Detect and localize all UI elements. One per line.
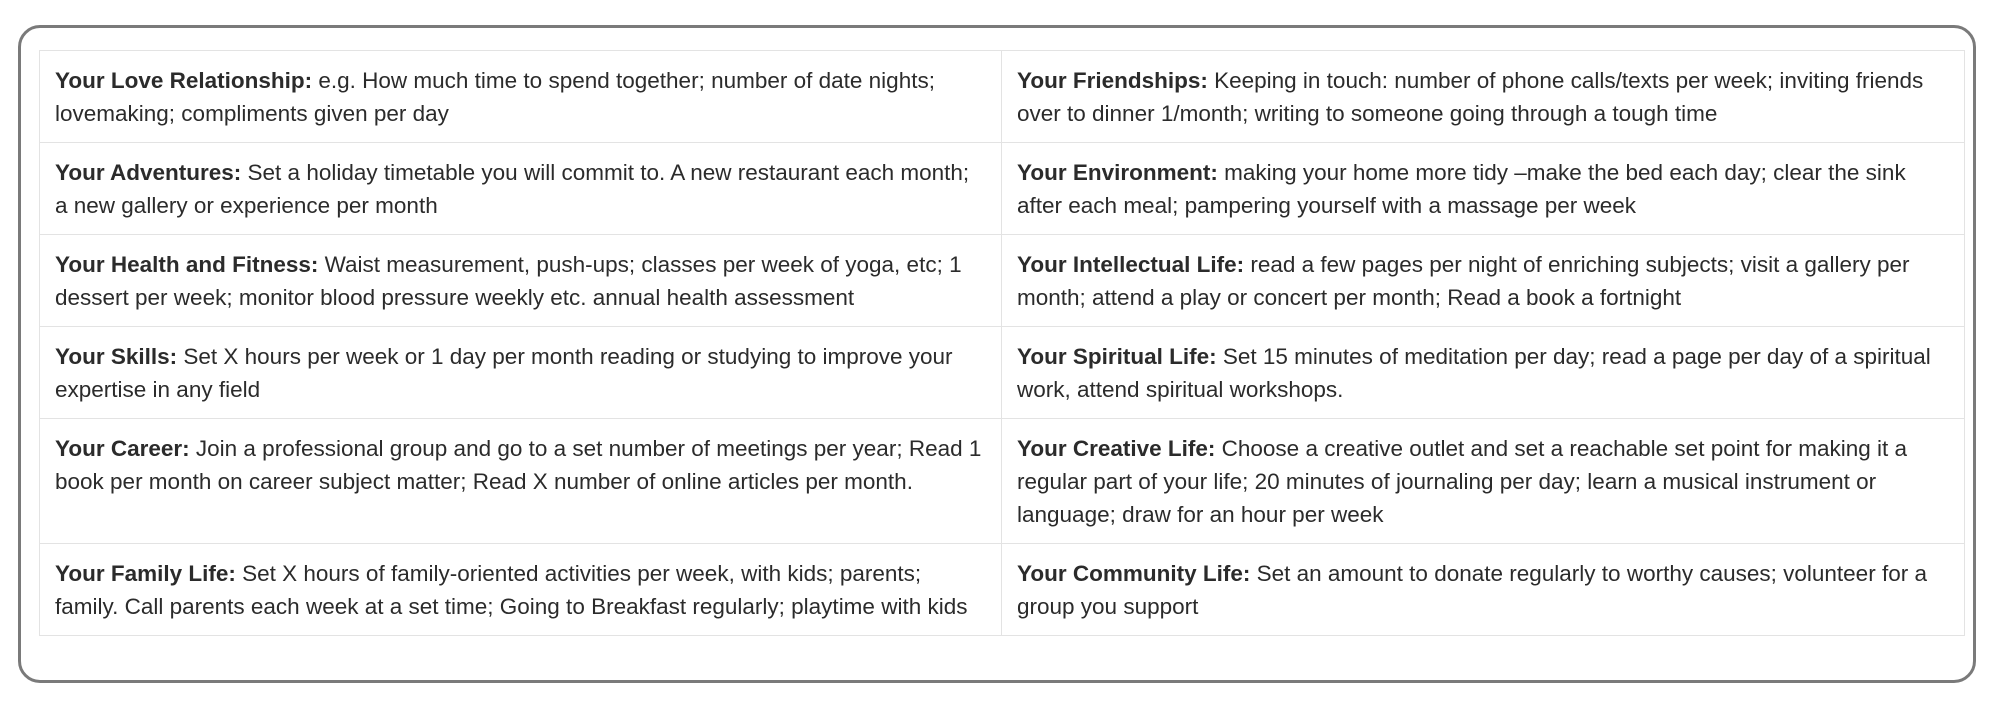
cell-label: Your Adventures: bbox=[55, 160, 242, 185]
cell-text: Keeping in touch: number of phone calls/texts per week; inviting friends over to dinner 1/month; writing to someone going through a tough time bbox=[1017, 68, 1924, 126]
table-cell-intellectual-life bbox=[1002, 235, 1965, 327]
cell-label: Your Family Life: bbox=[55, 561, 236, 586]
table-row bbox=[40, 544, 1965, 636]
cell-text: Choose a creative outlet and set a reachable set point for making it a regular part of your life; 20 minutes of journaling per day; learn a musical instrument or language; draw for an hour per week bbox=[1017, 436, 1908, 527]
table-row bbox=[40, 235, 1965, 327]
table-cell-love-relationship bbox=[40, 51, 1002, 143]
cell-text: Set 15 minutes of meditation per day; read a page per day of a spiritual work, attend spiritual workshops. bbox=[1017, 344, 1931, 402]
table-cell-creative-life bbox=[1002, 419, 1965, 544]
cell-label: Your Spiritual Life: bbox=[1017, 344, 1217, 369]
cell-text: e.g. How much time to spend together; number of date nights; lovemaking; compliments given per day bbox=[55, 68, 935, 126]
table-cell-community-life bbox=[1002, 544, 1965, 636]
cell-label: Your Intellectual Life: bbox=[1017, 252, 1245, 277]
table-row bbox=[40, 419, 1965, 544]
table-cell-environment bbox=[1002, 143, 1965, 235]
cell-label: Your Career: bbox=[55, 436, 190, 461]
table-cell-career bbox=[40, 419, 1002, 544]
table-cell-health-fitness bbox=[40, 235, 1002, 327]
cell-text: Waist measurement, push-ups; classes per week of yoga, etc; 1 dessert per week; monitor blood pressure weekly etc. annual health assessment bbox=[55, 252, 962, 310]
cell-label: Your Friendships: bbox=[1017, 68, 1208, 93]
cell-label: Your Skills: bbox=[55, 344, 178, 369]
table-row bbox=[40, 51, 1965, 143]
table-cell-family-life bbox=[40, 544, 1002, 636]
cell-text: Set X hours of family-oriented activities per week, with kids; parents; family. Call parents each week at a set time; Going to Breakfast regularly; playtime with kids bbox=[55, 561, 968, 619]
cell-text: Set a holiday timetable you will commit to. A new restaurant each month; a new gallery or experience per month bbox=[55, 160, 970, 218]
cell-label: Your Love Relationship: bbox=[55, 68, 313, 93]
cell-label: Your Environment: bbox=[1017, 160, 1218, 185]
table-cell-friendships bbox=[1002, 51, 1965, 143]
cell-text: read a few pages per night of enriching subjects; visit a gallery per month; attend a play or concert per month; Read a book a fortnight bbox=[1017, 252, 1910, 310]
table-cell-spiritual-life bbox=[1002, 327, 1965, 419]
table-cell-adventures bbox=[40, 143, 1002, 235]
cell-text: making your home more tidy –make the bed each day; clear the sink after each meal; pampering yourself with a massage per week bbox=[1017, 160, 1906, 218]
cell-text: Set an amount to donate regularly to worthy causes; volunteer for a group you support bbox=[1017, 561, 1927, 619]
table-row bbox=[40, 143, 1965, 235]
table-row bbox=[40, 327, 1965, 419]
cell-label: Your Health and Fitness: bbox=[55, 252, 319, 277]
cell-label: Your Creative Life: bbox=[1017, 436, 1216, 461]
cell-label: Your Community Life: bbox=[1017, 561, 1251, 586]
goals-table bbox=[39, 50, 1965, 636]
cell-text: Set X hours per week or 1 day per month reading or studying to improve your expertise in any field bbox=[55, 344, 953, 402]
cell-text: Join a professional group and go to a set number of meetings per year; Read 1 book per month on career subject matter; Read X number of online articles per month. bbox=[55, 436, 982, 494]
table-cell-skills bbox=[40, 327, 1002, 419]
goals-card bbox=[18, 25, 1976, 683]
